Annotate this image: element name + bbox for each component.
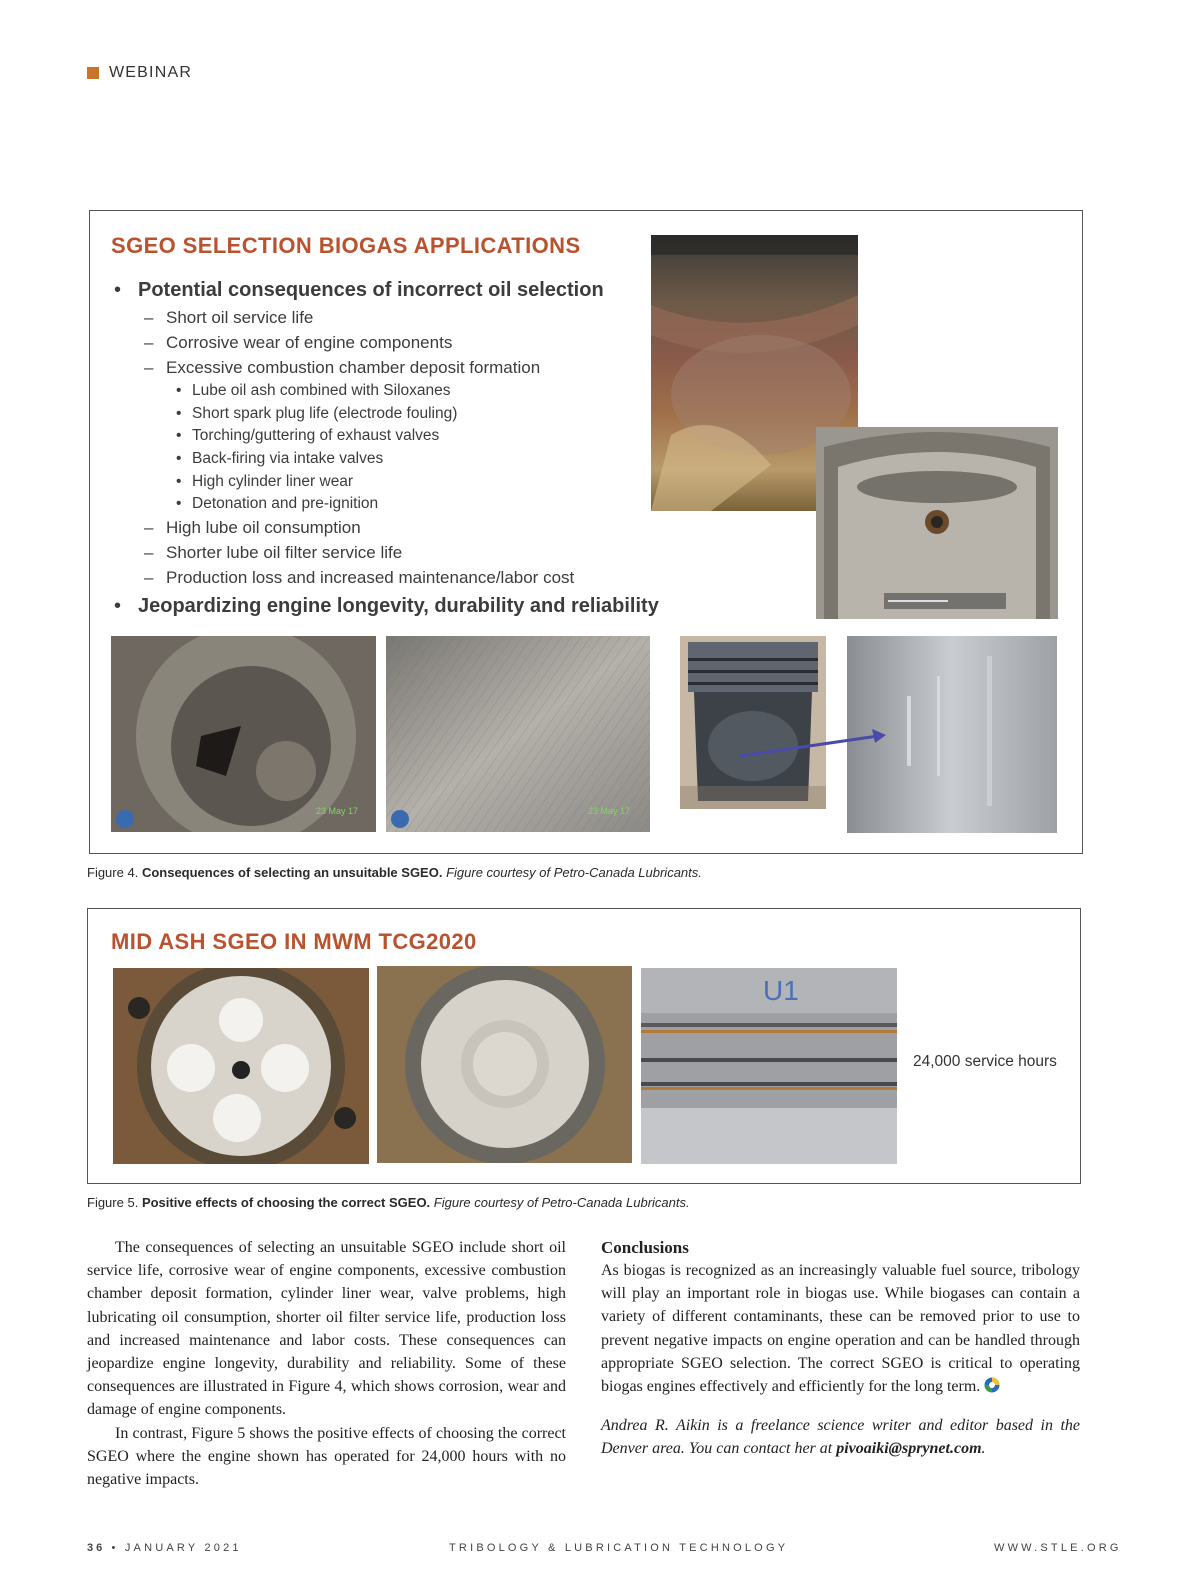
photo-date-stamp: 23 May 17 [587, 806, 630, 816]
sub-bullet: • Detonation and pre-ignition [176, 495, 379, 512]
conclusions-heading: Conclusions [601, 1238, 689, 1257]
figure-5-title: MID ASH SGEO IN MWM TCG2020 [111, 929, 477, 954]
svg-text:U1: U1 [763, 975, 799, 1006]
article-right-column [601, 1236, 1080, 1461]
sub-bullet: • Back-firing via intake valves [176, 450, 384, 467]
figure-5-caption: Figure 5. Positive effects of choosing the correct SGEO. Figure courtesy of Petro-Canada Lubricants. [87, 1195, 690, 1210]
worn-piston-photo [680, 636, 826, 809]
indicator-arrow-icon [740, 726, 890, 766]
sub-bullet: • High cylinder liner wear [176, 473, 354, 490]
publication-name: TRIBOLOGY & LUBRICATION TECHNOLOGY [449, 1542, 789, 1554]
dash-item: – Production loss and increased maintenance/labor cost [144, 568, 575, 587]
website-link[interactable]: WWW.STLE.ORG [994, 1542, 1122, 1554]
sub-bullet: • Lube oil ash combined with Siloxanes [176, 382, 451, 399]
section-square-icon [87, 67, 99, 79]
corroded-head-photo [111, 636, 376, 832]
stle-end-mark-icon [984, 1377, 1000, 1393]
clean-piston-rings-photo [641, 968, 897, 1164]
clean-head-photo [113, 968, 369, 1164]
section-label: WEBINAR [109, 64, 193, 81]
dash-item: – Shorter lube oil filter service life [144, 543, 403, 562]
page-number: 36 [87, 1542, 106, 1554]
dash-item: – Short oil service life [144, 308, 314, 327]
author-bio: Andrea R. Aikin is a freelance science writer and editor based in the Denver area. You can contact her at pivoaiki@sprynet.com. [601, 1417, 1080, 1458]
issue-date: JANUARY 2021 [124, 1542, 242, 1554]
cylinder-bore-photo [816, 427, 1058, 619]
dash-item: – Corrosive wear of engine components [144, 333, 453, 352]
bullet-primary: • Jeopardizing engine longevity, durability and reliability [114, 595, 659, 617]
article-paragraph: In contrast, Figure 5 shows the positive effects of choosing the correct SGEO where the engine shown has operated for 24,000 hours with no negative impacts. [87, 1424, 566, 1489]
sub-bullet: • Torching/guttering of exhaust valves [176, 427, 440, 444]
section-tag [87, 64, 192, 82]
footer-left: 36 • JANUARY 2021 [87, 1542, 242, 1554]
figure-4-title: SGEO SELECTION BIOGAS APPLICATIONS [111, 233, 581, 258]
article-left-column [87, 1236, 566, 1491]
article-paragraph: The consequences of selecting an unsuitable SGEO include short oil service life, corrosive wear of engine components, excessive combustion chamber deposit formation, cylinder liner wear, valve problems, high lubricating oil consumption, shorter oil filter service life, production loss and increased maintenance and labor costs. These consequences can jeopardize engine longevity, durability and reliability. Some of these consequences are illustrated in Figure 4, which shows corrosion, wear and damage of engine components. [87, 1239, 566, 1419]
dash-item: – High lube oil consumption [144, 518, 361, 537]
scored-liner-photo [386, 636, 650, 832]
conclusions-paragraph: As biogas is recognized as an increasingly valuable fuel source, tribology will play an important role in biogas use. While biogases can contain a variety of different contaminants, these can be removed prior to use to prevent negative impacts on engine operation and can be handled through appropriate SGEO selection. The correct SGEO is critical to operating biogas engines effectively and efficiently for the long term. [601, 1262, 1080, 1396]
clean-piston-crown-photo [377, 966, 632, 1163]
dash-item: – Excessive combustion chamber deposit formation [144, 358, 541, 377]
sub-bullet: • Short spark plug life (electrode fouling) [176, 405, 458, 422]
author-email[interactable]: pivoaiki@sprynet.com [836, 1440, 982, 1458]
figure-4-slide [89, 210, 1083, 854]
figure-5-slide [87, 908, 1081, 1184]
figure-4-caption: Figure 4. Consequences of selecting an unsuitable SGEO. Figure courtesy of Petro-Canada Lubricants. [87, 865, 702, 880]
service-hours-label: 24,000 service hours [913, 1053, 1057, 1070]
bullet-primary: • Potential consequences of incorrect oil selection [114, 279, 604, 301]
photo-date-stamp: 23 May 17 [315, 806, 358, 816]
